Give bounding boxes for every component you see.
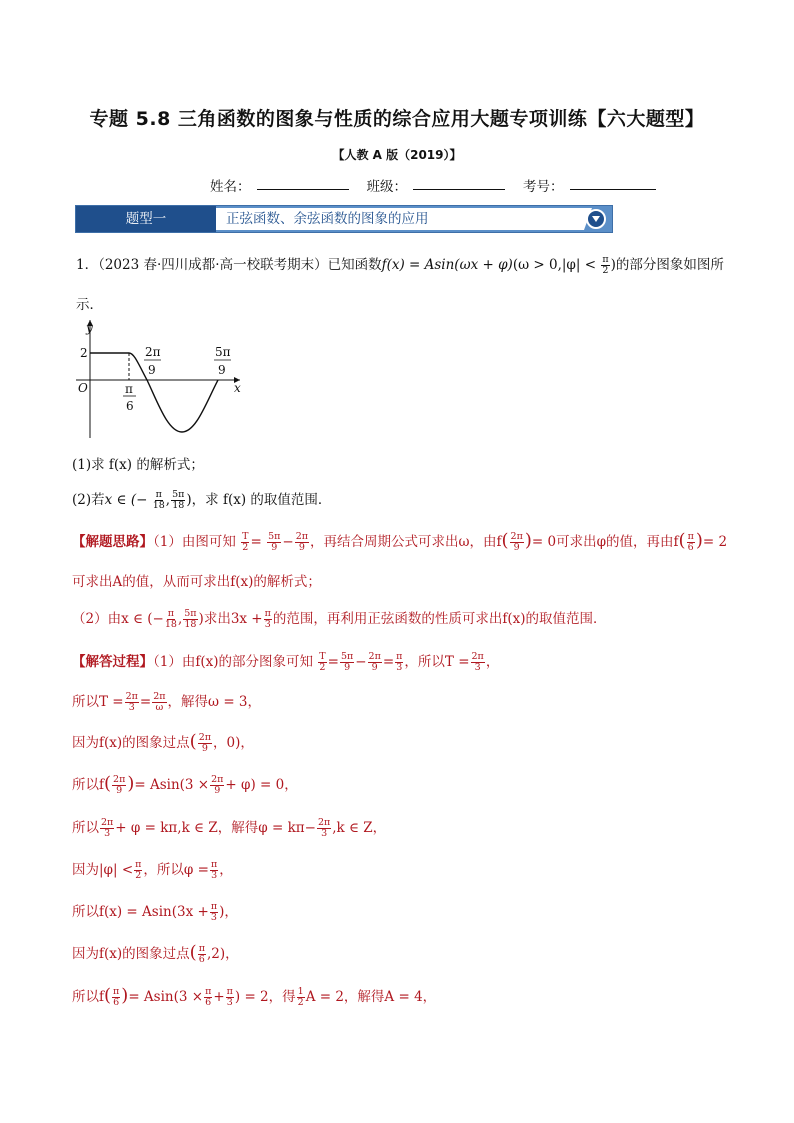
tick-5pi-9-num: 5π: [215, 345, 231, 359]
part-2-question: (2)若x ∈ (− $\frac{\pi}{18}$ , $\frac{5\pi}{18}$ )，求 f(x) 的取值范围．: [72, 489, 332, 511]
part-2-interval: x ∈ (−: [104, 492, 148, 508]
solution-line-3: 因为f(x)的图象过点( $\frac{2\pi}{9}$ ，0)，: [72, 731, 254, 754]
tick-2pi-9-den: 9: [148, 363, 156, 377]
problem-condition-end: )的部分图象如图所: [610, 257, 724, 273]
problem-source: （2023 春·四川成都·高一校联考期末）: [98, 257, 328, 273]
class-blank[interactable]: [413, 175, 505, 190]
part-1-question: (1)求 f(x) 的解析式；: [72, 457, 204, 473]
fraction: $\frac{5\pi}{18}$: [172, 489, 185, 511]
hint-line-2: 可求出A的值，从而可求出f(x)的解析式；: [72, 574, 321, 590]
hint-line-3: （2）由x ∈ (− $\frac{\pi}{18}$ , $\frac{5\pi}{18}$ )求出3x + $\frac{\pi}{3}$ 的范围，再利用正弦函数的性质可求出f(x)的取值范围．: [72, 608, 607, 630]
problem-function: f(x) = Asin(ωx + φ): [381, 257, 513, 273]
problem-number: 1．: [76, 257, 99, 273]
solution-label: 【解答过程】: [72, 654, 153, 670]
solution-line-7: 所以f(x) = Asin(3x + $\frac{\pi}{3}$ )，: [72, 901, 238, 923]
student-info-fields: [210, 175, 668, 195]
section-banner[interactable]: [75, 205, 613, 233]
solution-line-2: 所以T = $\frac{2\pi}{3}$ = $\frac{2\pi}{\omega}$ ，解得ω = 3，: [72, 691, 262, 713]
tick-2pi-9-num: 2π: [145, 345, 161, 359]
solution-line-5: 所以 $\frac{2\pi}{3}$ + φ = kπ,k ∈ Z，解得φ = kπ− $\frac{2\pi}{3}$ ,k ∈ Z，: [72, 817, 387, 839]
hint-label: 【解题思路】: [72, 534, 153, 550]
class-label: 班级：: [366, 179, 407, 195]
x-axis-label: x: [234, 381, 241, 395]
exam-no-label: 考号：: [523, 179, 564, 195]
name-blank[interactable]: [257, 175, 349, 190]
fraction: $\frac{\pi}{2}$: [602, 254, 609, 276]
problem-condition: (ω > 0,|φ| <: [512, 257, 597, 273]
solution-line-6: 因为|φ| < $\frac{\pi}{2}$ ，所以φ = $\frac{\pi}{3}$ ，: [72, 859, 233, 881]
page-title: 专题 5.8 三角函数的图象与性质的综合应用大题专项训练【六大题型】: [89, 108, 705, 130]
tick-5pi-9-den: 9: [218, 363, 226, 377]
solution-line-8: 因为f(x)的图象过点( $\frac{\pi}{6}$ ,2)，: [72, 942, 239, 965]
tick-pi-6-den: 6: [126, 399, 134, 413]
fraction: $\frac{\pi}{18}$: [152, 489, 165, 511]
y-tick-label: 2: [80, 346, 88, 360]
problem-lead: 已知函数: [327, 257, 382, 273]
sine-graph-figure: [68, 318, 258, 443]
origin-label: O: [78, 381, 88, 395]
chevron-down-icon[interactable]: [586, 209, 606, 229]
problem-continuation: 示．: [76, 297, 103, 313]
y-axis-label: y: [86, 321, 93, 335]
problem-statement: [76, 253, 724, 276]
exam-no-blank[interactable]: [570, 175, 656, 190]
part-2-suffix: )，求 f(x) 的取值范围．: [186, 492, 332, 508]
name-label: 姓名：: [210, 179, 251, 195]
solution-line-1: 【解答过程】（1）由f(x)的部分图象可知 $\frac{T}{2}$ = $\frac{5\pi}{9}$ − $\frac{2\pi}{9}$ = $\frac{\pi}{3}$ ，所以T = $\frac{2\pi}{3}$ ，: [72, 651, 500, 673]
solution-line-9: 所以f( $\frac{\pi}{6}$ )= Asin(3 × $\frac{\pi}{6}$ + $\frac{\pi}{3}$ ) = 2，得 $\frac{1}{2}$ A = 2，解得A = 4，: [72, 985, 437, 1008]
solution-line-4: 所以f( $\frac{2\pi}{9}$ )= Asin(3 × $\frac{2\pi}{9}$ + φ) = 0，: [72, 773, 298, 796]
edition-subtitle: 【人教 A 版（2019）】: [332, 148, 462, 162]
tick-pi-6-num: π: [125, 382, 133, 396]
hint-line-1: 【解题思路】（1）由图可知 $\frac{T}{2}$ = $\frac{5\pi}{9}$ − $\frac{2\pi}{9}$ ，再结合周期公式可求出ω，由f( $\frac{2\pi}{9}$ )= 0可求出φ的值，再由f( $\frac{\pi}{6}$ )= 2: [72, 530, 728, 553]
banner-topic: 正弦函数、余弦函数的图象的应用: [200, 208, 592, 230]
part-2-prefix: (2)若: [72, 492, 105, 508]
banner-label: 题型一: [76, 206, 216, 232]
